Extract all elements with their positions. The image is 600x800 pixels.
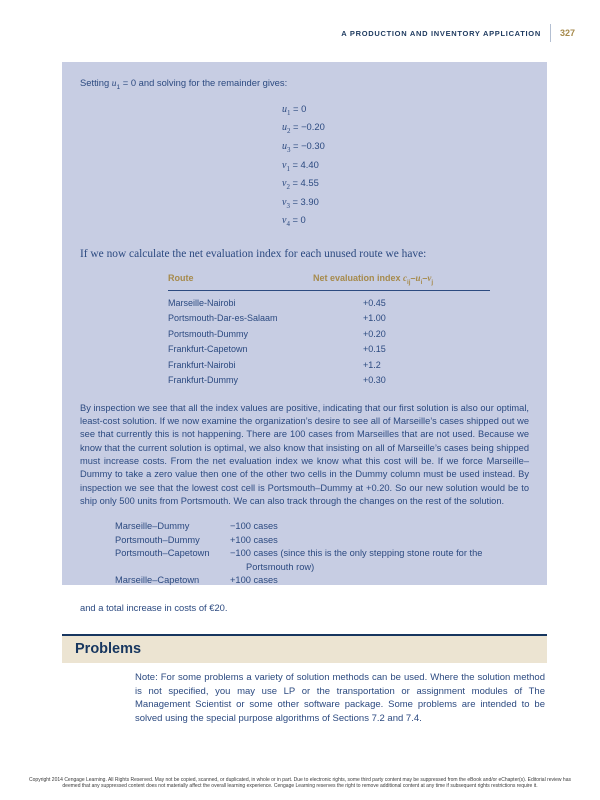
equation-line [282,176,529,195]
column-header-index [313,273,490,286]
equation-line [282,139,529,158]
table-row [168,373,490,389]
table-row [168,327,490,343]
copyright-line-2: deemed that any suppressed content does not materially affect the overall learning experience. Cengage Learning reserves the right to remove additional content at any time if subsequent rights restrictions require it. [62,783,538,789]
math-variable: c [403,273,408,284]
index-cell: +1.2 [363,359,381,370]
header-divider [550,24,551,42]
math-subscript: 2 [287,127,291,136]
copyright-footer [12,777,588,789]
math-subscript: 1 [286,164,290,173]
table-row [168,358,490,374]
table-row [168,311,490,327]
change-route: Portsmouth–Capetown [115,548,210,559]
chapter-section-title: A PRODUCTION AND INVENTORY APPLICATION [341,28,541,38]
index-cell: +0.20 [363,328,386,339]
math-subscript: 3 [286,201,290,210]
worked-example-box [62,62,547,613]
running-head [341,24,575,42]
route-cell: Frankfurt-Capetown [168,344,248,355]
route-cell: Portsmouth-Dar-es-Salaam [168,313,278,324]
changes-list [115,520,529,588]
change-amount: +100 cases [230,575,278,586]
table-row [168,296,490,312]
route-cell: Portsmouth-Dummy [168,328,249,339]
math-variable: u [111,79,117,89]
copyright-line-1: Copyright 2014 Cengage Learning. All Rights Reserved. May not be copied, scanned, or duplicated, in whole or in part. Due to electronic rights, some third party content may be suppressed from the eBook and/or eChapter(s). Editorial review has [29,777,571,783]
problems-heading-band [62,634,547,663]
change-row [115,534,529,548]
equation-value: = 4.40 [292,158,319,170]
route-cell: Marseille-Nairobi [168,297,236,308]
math-subscript: i [420,278,423,286]
equation-block [282,102,529,232]
page-number: 327 [559,28,575,38]
math-subscript: 3 [287,146,291,155]
intro-suffix: = 0 and solving for the remainder gives: [120,77,288,88]
math-variable: v [282,159,287,171]
math-subscript: j [431,278,434,286]
equation-line [282,102,529,121]
math-variable: v [282,215,287,227]
math-variable: v [282,178,287,190]
equation-value: = 4.55 [292,177,319,189]
index-cell: +1.00 [363,313,386,324]
equation-line [282,120,529,139]
math-variable: u [282,103,287,115]
change-amount: +100 cases [230,534,278,545]
column-header-route: Route [168,273,194,284]
equation-value: = 3.90 [292,195,319,207]
table-body [168,291,490,389]
change-amount: −100 cases [230,521,278,532]
equation-value: = −0.30 [293,140,325,152]
problems-heading: Problems [75,641,142,657]
change-route: Portsmouth–Dummy [115,534,200,545]
calc-sentence: If we now calculate the net evaluation index for each unused route we have: [80,248,427,261]
change-route: Marseille–Dummy [115,521,190,532]
route-cell: Frankfurt-Nairobi [168,359,236,370]
change-row [115,574,529,588]
math-subscript: 1 [287,108,291,117]
intro-prefix: Setting [80,77,112,88]
equation-line [282,195,529,214]
intro-sentence [80,75,529,91]
math-subscript: 2 [286,183,290,192]
math-dash: – [422,273,428,284]
change-amount: −100 cases (since this is the only stepping stone route for the Portsmouth row) [230,548,483,572]
net-evaluation-table [168,273,490,389]
equation-line [282,158,529,177]
math-subscript: ij [407,278,411,286]
math-variable: v [427,273,432,284]
table-row [168,342,490,358]
equation-value: = 0 [292,214,306,226]
math-subscript: 1 [116,83,121,91]
equation-value: = 0 [293,102,307,114]
equation-line [282,213,529,232]
math-variable: u [415,273,421,284]
index-cell: +0.45 [363,297,386,308]
math-dash: – [410,273,416,284]
analysis-paragraph: By inspection we see that all the index values are positive, indicating that our first solution is also our optimal, least-cost solution. If we now examine the organization’s desire to see all of Marseille’s cases shipped out we see that currently this is not happening. There are 100 cases from Marseilles that are not used. Because we know that the current solution is optimal, we also know that insisting on all of Marseille’s cases being shipped must increase costs. From the net evaluation index we know what this cost will be. If we force Marseille–Dummy to take a zero value then one of the other two cells in the Dummy column must be used instead. By inspection we see that the lowest cost cell is Portsmouth–Dummy at +0.20. So our new solution would be to ship only 500 units from Portsmouth. We can also track through the changes on the rest of the solution. [80,402,529,506]
column-header-index-label: Net evaluation index [313,273,404,284]
change-route: Marseille–Capetown [115,575,200,586]
table-header-row [168,273,490,291]
equation-value: = −0.20 [293,121,325,133]
route-cell: Frankfurt-Dummy [168,375,239,386]
math-variable: v [282,196,287,208]
math-variable: u [282,122,287,134]
change-row [115,520,529,534]
closing-sentence: and a total increase in costs of €20. [80,601,228,613]
math-subscript: 4 [286,220,290,229]
change-row [115,547,529,574]
math-variable: u [282,141,287,153]
index-cell: +0.30 [363,375,386,386]
index-cell: +0.15 [363,344,386,355]
problems-note: Note: For some problems a variety of solution methods can be used. Where the solution method is not specified, you may use LP or the transportation or assignment modules of The Management Scientist or some other software package. Some problems are intended to be solved using the special purpose algorithms of Sections 7.2 and 7.4. [135,672,545,724]
